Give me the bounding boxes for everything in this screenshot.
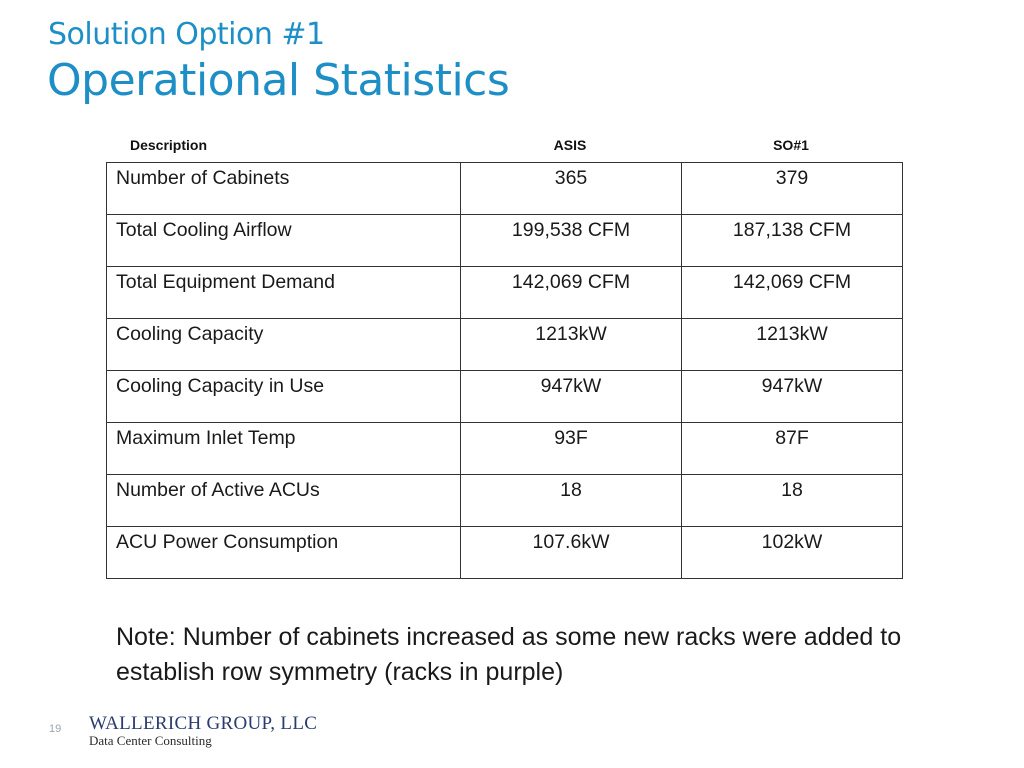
row-so1-value: 1213kW (682, 319, 903, 371)
statistics-table (106, 162, 903, 579)
row-description: Number of Active ACUs (107, 475, 461, 527)
table-row (107, 215, 903, 267)
row-description: Number of Cabinets (107, 163, 461, 215)
logo-tagline: Data Center Consulting (89, 733, 212, 748)
row-so1-value: 102kW (682, 527, 903, 579)
row-so1-value: 18 (682, 475, 903, 527)
page-number: 19 (49, 723, 62, 735)
row-so1-value: 187,138 CFM (682, 215, 903, 267)
table-row (107, 267, 903, 319)
row-asis-value: 947kW (461, 371, 682, 423)
row-asis-value: 142,069 CFM (461, 267, 682, 319)
table-row (107, 423, 903, 475)
row-so1-value: 379 (682, 163, 903, 215)
row-asis-value: 365 (461, 163, 682, 215)
row-so1-value: 87F (682, 423, 903, 475)
column-header-so1: SO#1 (773, 137, 809, 153)
row-so1-value: 947kW (682, 371, 903, 423)
row-description: ACU Power Consumption (107, 527, 461, 579)
column-header-description: Description (130, 137, 208, 153)
row-asis-value: 199,538 CFM (461, 215, 682, 267)
row-description: Cooling Capacity in Use (107, 371, 461, 423)
slide-subtitle: Solution Option #1 (48, 17, 325, 52)
row-asis-value: 18 (461, 475, 682, 527)
table-row (107, 163, 903, 215)
row-so1-value: 142,069 CFM (682, 267, 903, 319)
table-note: Note: Number of cabinets increased as some new racks were added to establish row symmetry (racks in purple) (116, 623, 902, 686)
company-logo (89, 714, 317, 748)
row-description: Total Cooling Airflow (107, 215, 461, 267)
row-description: Total Equipment Demand (107, 267, 461, 319)
table-row (107, 319, 903, 371)
row-asis-value: 93F (461, 423, 682, 475)
logo-name: WALLERICH GROUP, LLC (89, 713, 318, 734)
row-asis-value: 1213kW (461, 319, 682, 371)
table-row (107, 475, 903, 527)
slide-title: Operational Statistics (47, 55, 510, 106)
row-description: Maximum Inlet Temp (107, 423, 461, 475)
table-row (107, 527, 903, 579)
table-row (107, 371, 903, 423)
row-description: Cooling Capacity (107, 319, 461, 371)
column-header-asis: ASIS (553, 137, 587, 153)
row-asis-value: 107.6kW (461, 527, 682, 579)
